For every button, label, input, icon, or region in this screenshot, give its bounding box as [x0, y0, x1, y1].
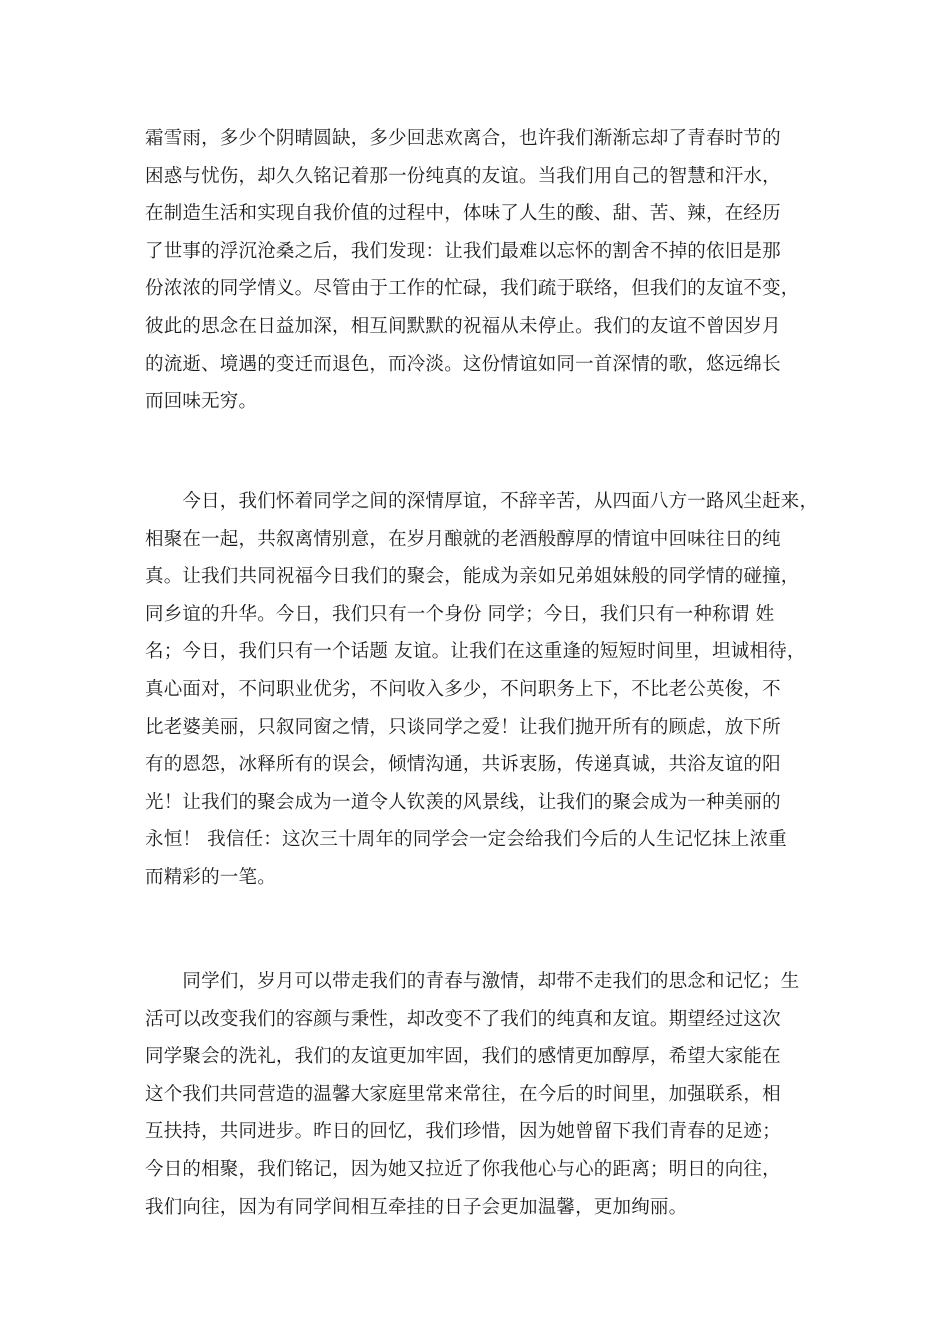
text-line: 相聚在一起，共叙离情别意，在岁月酿就的老酒般醇厚的情谊中回味往日的纯 [145, 528, 781, 550]
text-line: 真。让我们共同祝福今日我们的聚会，能成为亲如兄弟姐妹般的同学情的碰撞， [145, 566, 800, 588]
text-line: 而精彩的一笔。 [145, 866, 276, 888]
text-line: 我们向往，因为有同学间相互牵挂的日子会更加温馨，更加绚丽。 [145, 1196, 688, 1218]
text-line: 真心面对，不问职业优劣，不问收入多少，不问职务上下，不比老公英俊，不 [145, 678, 781, 700]
text-line: 名；今日，我们只有一个话题 友谊。让我们在这重逢的短短时间里，坦诚相待， [145, 641, 806, 663]
text-line: 霜雪雨，多少个阴晴圆缺，多少回悲欢离合，也许我们渐渐忘却了青春时节的 [145, 128, 781, 149]
text-line: 彼此的思念在日益加深，相互间默默的祝福从未停止。我们的友谊不曾因岁月 [145, 315, 781, 337]
text-line: 光！让我们的聚会成为一道令人钦羡的风景线，让我们的聚会成为一种美丽的 [145, 791, 781, 813]
paragraph-2 [145, 483, 845, 897]
text-line: 这个我们共同营造的温馨大家庭里常来常往，在今后的时间里，加强联系，相 [145, 1083, 781, 1105]
text-line: 而回味无穷。 [145, 391, 258, 413]
text-line: 的流逝、境遇的变迁而退色，而冷淡。这份情谊如同一首深情的歌，悠远绵长 [145, 353, 781, 375]
text-line: 永恒！ 我信任：这次三十周年的同学会一定会给我们今后的人生记忆抹上浓重 [145, 829, 787, 851]
paragraph-3 [145, 963, 845, 1226]
text-line: 比老婆美丽，只叙同窗之情，只谈同学之爱！让我们抛开所有的顾虑，放下所 [145, 716, 781, 738]
text-line: 困惑与忧伤，却久久铭记着那一份纯真的友谊。当我们用自己的智慧和汗水， [145, 165, 781, 187]
text-line: 同学聚会的洗礼，我们的友谊更加牢固，我们的感情更加醇厚，希望大家能在 [145, 1046, 781, 1068]
text-line: 活可以改变我们的容颜与秉性，却改变不了我们的纯真和友谊。期望经过这次 [145, 1008, 781, 1030]
text-line: 份浓浓的同学情义。尽管由于工作的忙碌，我们疏于联络，但我们的友谊不变， [145, 278, 800, 300]
text-line: 今日的相聚，我们铭记，因为她又拉近了你我他心与心的距离；明日的向往， [145, 1158, 781, 1180]
paragraph-1 [145, 120, 845, 421]
text-line: 在制造生活和实现自我价值的过程中，体味了人生的酸、甜、苦、辣，在经历 [145, 203, 781, 225]
text-line: 同学们，岁月可以带走我们的青春与激情，却带不走我们的思念和记忆；生 [145, 971, 800, 992]
text-line: 同乡谊的升华。今日，我们只有一个身份 同学；今日，我们只有一种称谓 姓 [145, 603, 775, 625]
text-line: 有的恩怨，冰释所有的误会，倾情沟通，共诉衷肠，传递真诚，共浴友谊的阳 [145, 754, 781, 776]
text-line: 了世事的浮沉沧桑之后，我们发现：让我们最难以忘怀的割舍不掉的依旧是那 [145, 240, 781, 262]
text-line: 今日，我们怀着同学之间的深情厚谊，不辞辛苦，从四面八方一路风尘赶来， [145, 491, 819, 512]
text-line: 互扶持，共同进步。昨日的回忆，我们珍惜，因为她曾留下我们青春的足迹； [145, 1121, 781, 1143]
